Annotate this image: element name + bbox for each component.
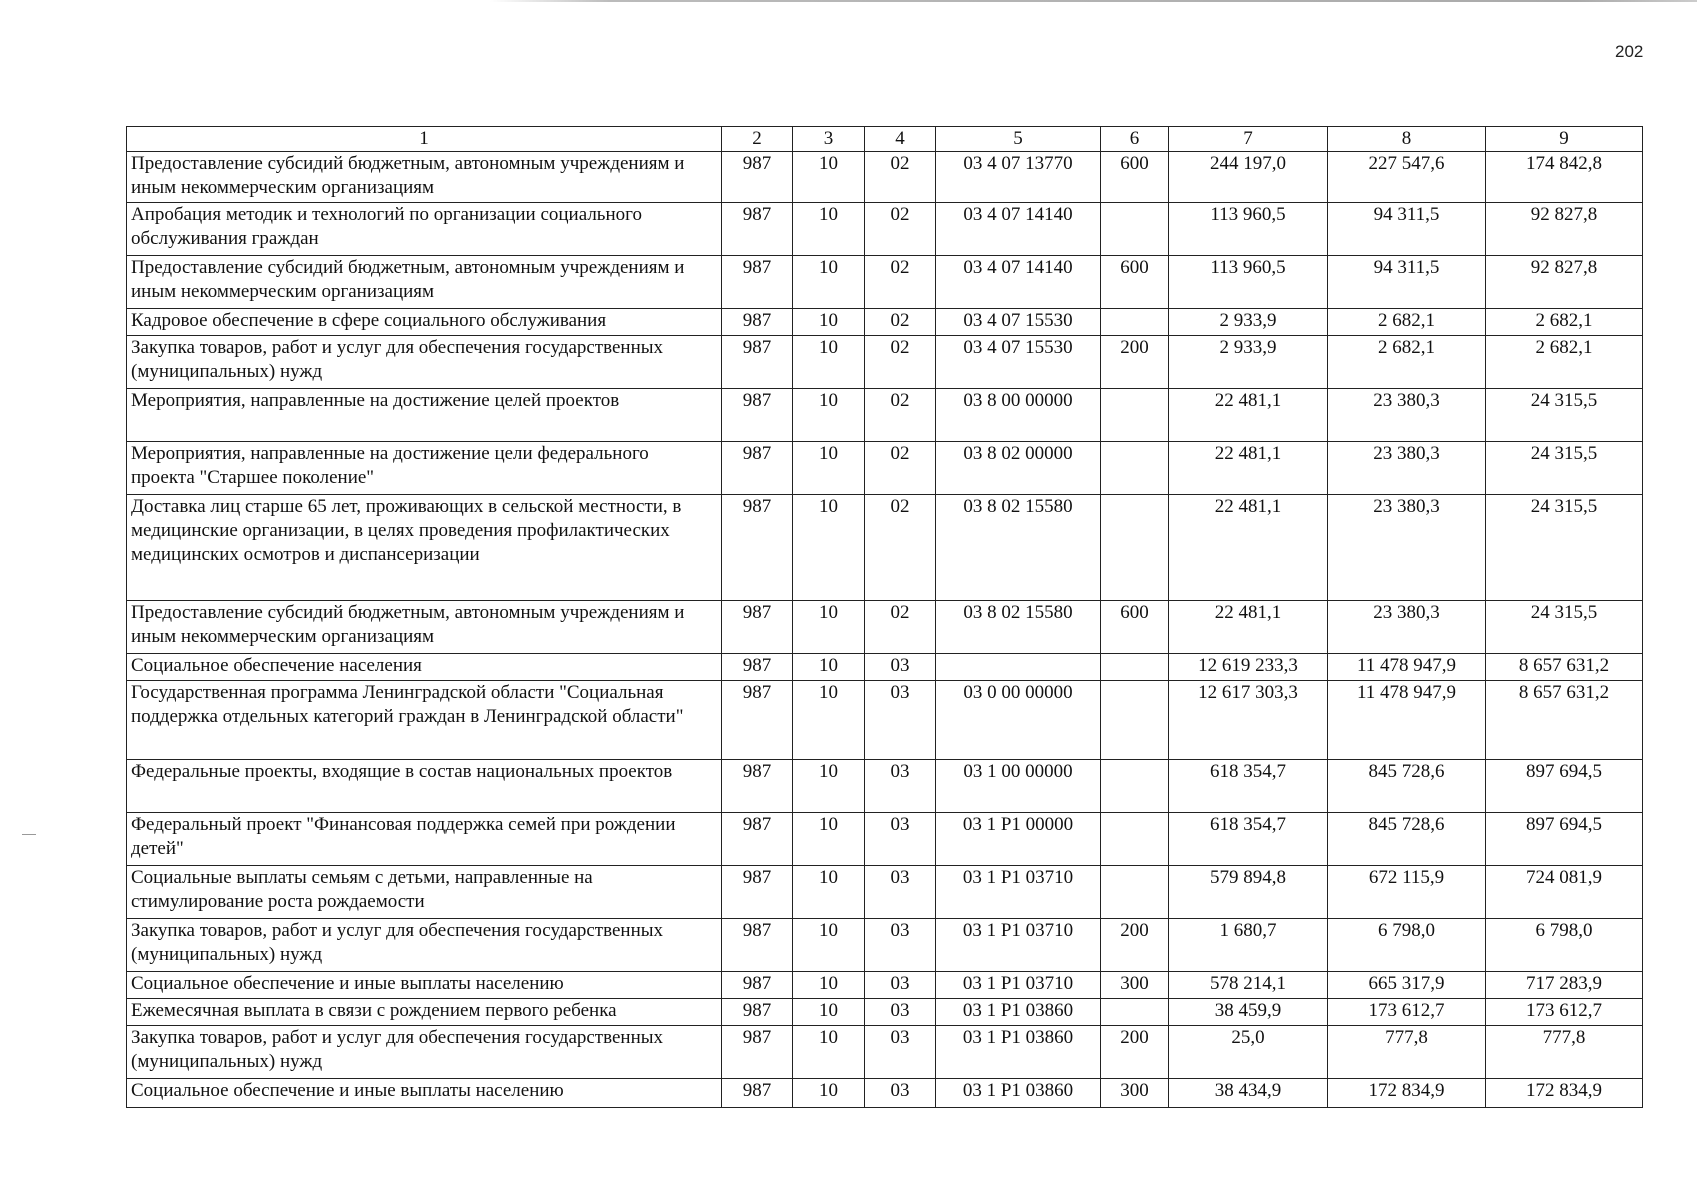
table-row <box>127 256 1643 309</box>
table-header-row <box>127 127 1643 152</box>
admin-code-cell: 987 <box>722 336 793 389</box>
target-article-cell: 03 1 00 00000 <box>936 760 1101 813</box>
admin-code-cell: 987 <box>722 495 793 601</box>
column-number-1: 1 <box>127 127 722 152</box>
row-name-cell: Кадровое обеспечение в сфере социального обслуживания <box>127 309 722 336</box>
amount-year-2-cell: 6 798,0 <box>1328 919 1486 972</box>
subsection-cell: 02 <box>865 203 936 256</box>
amount-year-2-cell: 672 115,9 <box>1328 866 1486 919</box>
amount-year-1-cell: 22 481,1 <box>1169 442 1328 495</box>
admin-code-cell: 987 <box>722 866 793 919</box>
table-row <box>127 152 1643 203</box>
target-article-cell: 03 8 00 00000 <box>936 389 1101 442</box>
table-row <box>127 654 1643 681</box>
section-cell: 10 <box>793 601 865 654</box>
amount-year-2-cell: 173 612,7 <box>1328 999 1486 1026</box>
amount-year-3-cell: 24 315,5 <box>1486 601 1643 654</box>
expense-type-cell: 600 <box>1101 601 1169 654</box>
table-row <box>127 999 1643 1026</box>
expense-type-cell: 300 <box>1101 972 1169 999</box>
admin-code-cell: 987 <box>722 1026 793 1079</box>
section-cell: 10 <box>793 813 865 866</box>
expense-type-cell <box>1101 495 1169 601</box>
expense-type-cell <box>1101 681 1169 760</box>
row-name-cell: Закупка товаров, работ и услуг для обеспечения государственных (муниципальных) нужд <box>127 919 722 972</box>
amount-year-1-cell: 1 680,7 <box>1169 919 1328 972</box>
amount-year-2-cell: 11 478 947,9 <box>1328 681 1486 760</box>
section-cell: 10 <box>793 442 865 495</box>
column-number-9: 9 <box>1486 127 1643 152</box>
amount-year-3-cell: 6 798,0 <box>1486 919 1643 972</box>
admin-code-cell: 987 <box>722 760 793 813</box>
table-row <box>127 760 1643 813</box>
section-cell: 10 <box>793 919 865 972</box>
target-article-cell: 03 8 02 00000 <box>936 442 1101 495</box>
subsection-cell: 03 <box>865 681 936 760</box>
subsection-cell: 03 <box>865 1079 936 1108</box>
amount-year-2-cell: 94 311,5 <box>1328 256 1486 309</box>
target-article-cell: 03 4 07 13770 <box>936 152 1101 203</box>
target-article-cell: 03 1 Р1 03860 <box>936 1026 1101 1079</box>
subsection-cell: 03 <box>865 760 936 813</box>
section-cell: 10 <box>793 681 865 760</box>
subsection-cell: 03 <box>865 999 936 1026</box>
target-article-cell: 03 1 Р1 03860 <box>936 1079 1101 1108</box>
amount-year-3-cell: 8 657 631,2 <box>1486 681 1643 760</box>
amount-year-3-cell: 92 827,8 <box>1486 256 1643 309</box>
row-name-cell: Закупка товаров, работ и услуг для обеспечения государственных (муниципальных) нужд <box>127 336 722 389</box>
table-row <box>127 203 1643 256</box>
section-cell: 10 <box>793 1026 865 1079</box>
section-cell: 10 <box>793 654 865 681</box>
row-name-cell: Предоставление субсидий бюджетным, автономным учреждениям и иным некоммерческим организациям <box>127 601 722 654</box>
budget-table <box>126 126 1643 1108</box>
column-number-4: 4 <box>865 127 936 152</box>
amount-year-3-cell: 174 842,8 <box>1486 152 1643 203</box>
target-article-cell: 03 1 Р1 03860 <box>936 999 1101 1026</box>
amount-year-3-cell: 724 081,9 <box>1486 866 1643 919</box>
row-name-cell: Федеральные проекты, входящие в состав национальных проектов <box>127 760 722 813</box>
target-article-cell: 03 1 Р1 03710 <box>936 866 1101 919</box>
target-article-cell: 03 1 Р1 03710 <box>936 972 1101 999</box>
amount-year-1-cell: 12 617 303,3 <box>1169 681 1328 760</box>
subsection-cell: 02 <box>865 601 936 654</box>
amount-year-2-cell: 2 682,1 <box>1328 309 1486 336</box>
section-cell: 10 <box>793 999 865 1026</box>
amount-year-2-cell: 94 311,5 <box>1328 203 1486 256</box>
expense-type-cell <box>1101 999 1169 1026</box>
expense-type-cell: 300 <box>1101 1079 1169 1108</box>
amount-year-3-cell: 2 682,1 <box>1486 309 1643 336</box>
column-number-3: 3 <box>793 127 865 152</box>
amount-year-2-cell: 172 834,9 <box>1328 1079 1486 1108</box>
amount-year-3-cell: 24 315,5 <box>1486 389 1643 442</box>
row-name-cell: Мероприятия, направленные на достижение цели федерального проекта "Старшее поколение" <box>127 442 722 495</box>
amount-year-1-cell: 2 933,9 <box>1169 336 1328 389</box>
amount-year-2-cell: 2 682,1 <box>1328 336 1486 389</box>
amount-year-1-cell: 579 894,8 <box>1169 866 1328 919</box>
amount-year-2-cell: 227 547,6 <box>1328 152 1486 203</box>
amount-year-1-cell: 113 960,5 <box>1169 203 1328 256</box>
subsection-cell: 02 <box>865 336 936 389</box>
section-cell: 10 <box>793 495 865 601</box>
target-article-cell: 03 4 07 15530 <box>936 336 1101 389</box>
table-row <box>127 681 1643 760</box>
amount-year-3-cell: 92 827,8 <box>1486 203 1643 256</box>
expense-type-cell <box>1101 309 1169 336</box>
amount-year-1-cell: 2 933,9 <box>1169 309 1328 336</box>
admin-code-cell: 987 <box>722 309 793 336</box>
row-name-cell: Социальное обеспечение и иные выплаты населению <box>127 972 722 999</box>
amount-year-3-cell: 777,8 <box>1486 1026 1643 1079</box>
expense-type-cell: 200 <box>1101 1026 1169 1079</box>
expense-type-cell <box>1101 654 1169 681</box>
subsection-cell: 02 <box>865 442 936 495</box>
amount-year-1-cell: 22 481,1 <box>1169 495 1328 601</box>
target-article-cell: 03 4 07 14140 <box>936 203 1101 256</box>
row-name-cell: Социальное обеспечение и иные выплаты населению <box>127 1079 722 1108</box>
admin-code-cell: 987 <box>722 601 793 654</box>
amount-year-1-cell: 25,0 <box>1169 1026 1328 1079</box>
amount-year-3-cell: 897 694,5 <box>1486 760 1643 813</box>
amount-year-2-cell: 23 380,3 <box>1328 389 1486 442</box>
admin-code-cell: 987 <box>722 442 793 495</box>
scan-margin-mark <box>22 834 36 835</box>
admin-code-cell: 987 <box>722 813 793 866</box>
section-cell: 10 <box>793 1079 865 1108</box>
scan-top-edge <box>490 0 1697 2</box>
section-cell: 10 <box>793 972 865 999</box>
row-name-cell: Мероприятия, направленные на достижение целей проектов <box>127 389 722 442</box>
subsection-cell: 03 <box>865 919 936 972</box>
amount-year-1-cell: 618 354,7 <box>1169 760 1328 813</box>
table-row <box>127 309 1643 336</box>
table-row <box>127 389 1643 442</box>
amount-year-1-cell: 618 354,7 <box>1169 813 1328 866</box>
column-number-8: 8 <box>1328 127 1486 152</box>
subsection-cell: 03 <box>865 972 936 999</box>
table-row <box>127 442 1643 495</box>
section-cell: 10 <box>793 336 865 389</box>
table-row <box>127 813 1643 866</box>
column-number-2: 2 <box>722 127 793 152</box>
column-number-5: 5 <box>936 127 1101 152</box>
admin-code-cell: 987 <box>722 654 793 681</box>
column-number-7: 7 <box>1169 127 1328 152</box>
expense-type-cell <box>1101 203 1169 256</box>
amount-year-3-cell: 8 657 631,2 <box>1486 654 1643 681</box>
target-article-cell <box>936 654 1101 681</box>
amount-year-3-cell: 897 694,5 <box>1486 813 1643 866</box>
row-name-cell: Государственная программа Ленинградской области "Социальная поддержка отдельных категорий граждан в Ленинградской области" <box>127 681 722 760</box>
target-article-cell: 03 4 07 14140 <box>936 256 1101 309</box>
section-cell: 10 <box>793 866 865 919</box>
amount-year-3-cell: 24 315,5 <box>1486 442 1643 495</box>
amount-year-1-cell: 38 434,9 <box>1169 1079 1328 1108</box>
subsection-cell: 02 <box>865 309 936 336</box>
section-cell: 10 <box>793 256 865 309</box>
table-row <box>127 919 1643 972</box>
table-body <box>127 127 1643 1108</box>
amount-year-2-cell: 11 478 947,9 <box>1328 654 1486 681</box>
column-number-6: 6 <box>1101 127 1169 152</box>
row-name-cell: Ежемесячная выплата в связи с рождением первого ребенка <box>127 999 722 1026</box>
page-number: 202 <box>1615 42 1644 61</box>
subsection-cell: 02 <box>865 256 936 309</box>
row-name-cell: Социальные выплаты семьям с детьми, направленные на стимулирование роста рождаемости <box>127 866 722 919</box>
table-row <box>127 495 1643 601</box>
admin-code-cell: 987 <box>722 1079 793 1108</box>
subsection-cell: 03 <box>865 813 936 866</box>
section-cell: 10 <box>793 309 865 336</box>
admin-code-cell: 987 <box>722 999 793 1026</box>
target-article-cell: 03 0 00 00000 <box>936 681 1101 760</box>
expense-type-cell <box>1101 760 1169 813</box>
amount-year-2-cell: 845 728,6 <box>1328 813 1486 866</box>
expense-type-cell: 200 <box>1101 919 1169 972</box>
table-row <box>127 1026 1643 1079</box>
subsection-cell: 03 <box>865 654 936 681</box>
row-name-cell: Предоставление субсидий бюджетным, автономным учреждениям и иным некоммерческим организациям <box>127 152 722 203</box>
row-name-cell: Закупка товаров, работ и услуг для обеспечения государственных (муниципальных) нужд <box>127 1026 722 1079</box>
amount-year-2-cell: 777,8 <box>1328 1026 1486 1079</box>
row-name-cell: Социальное обеспечение населения <box>127 654 722 681</box>
admin-code-cell: 987 <box>722 152 793 203</box>
target-article-cell: 03 1 Р1 00000 <box>936 813 1101 866</box>
subsection-cell: 02 <box>865 152 936 203</box>
target-article-cell: 03 8 02 15580 <box>936 495 1101 601</box>
amount-year-3-cell: 717 283,9 <box>1486 972 1643 999</box>
row-name-cell: Апробация методик и технологий по организации социального обслуживания граждан <box>127 203 722 256</box>
section-cell: 10 <box>793 203 865 256</box>
amount-year-1-cell: 22 481,1 <box>1169 601 1328 654</box>
target-article-cell: 03 4 07 15530 <box>936 309 1101 336</box>
subsection-cell: 03 <box>865 1026 936 1079</box>
amount-year-3-cell: 24 315,5 <box>1486 495 1643 601</box>
amount-year-1-cell: 113 960,5 <box>1169 256 1328 309</box>
amount-year-2-cell: 23 380,3 <box>1328 601 1486 654</box>
amount-year-1-cell: 38 459,9 <box>1169 999 1328 1026</box>
expense-type-cell <box>1101 813 1169 866</box>
amount-year-3-cell: 2 682,1 <box>1486 336 1643 389</box>
amount-year-2-cell: 665 317,9 <box>1328 972 1486 999</box>
target-article-cell: 03 8 02 15580 <box>936 601 1101 654</box>
admin-code-cell: 987 <box>722 919 793 972</box>
admin-code-cell: 987 <box>722 203 793 256</box>
target-article-cell: 03 1 Р1 03710 <box>936 919 1101 972</box>
row-name-cell: Предоставление субсидий бюджетным, автономным учреждениям и иным некоммерческим организациям <box>127 256 722 309</box>
subsection-cell: 02 <box>865 389 936 442</box>
amount-year-2-cell: 23 380,3 <box>1328 495 1486 601</box>
table-row <box>127 336 1643 389</box>
subsection-cell: 03 <box>865 866 936 919</box>
expense-type-cell <box>1101 866 1169 919</box>
expense-type-cell <box>1101 389 1169 442</box>
admin-code-cell: 987 <box>722 256 793 309</box>
expense-type-cell: 200 <box>1101 336 1169 389</box>
subsection-cell: 02 <box>865 495 936 601</box>
amount-year-2-cell: 23 380,3 <box>1328 442 1486 495</box>
table-row <box>127 972 1643 999</box>
amount-year-1-cell: 578 214,1 <box>1169 972 1328 999</box>
amount-year-1-cell: 244 197,0 <box>1169 152 1328 203</box>
row-name-cell: Федеральный проект "Финансовая поддержка семей при рождении детей" <box>127 813 722 866</box>
table-row <box>127 1079 1643 1108</box>
section-cell: 10 <box>793 760 865 813</box>
admin-code-cell: 987 <box>722 972 793 999</box>
amount-year-3-cell: 173 612,7 <box>1486 999 1643 1026</box>
section-cell: 10 <box>793 152 865 203</box>
amount-year-2-cell: 845 728,6 <box>1328 760 1486 813</box>
row-name-cell: Доставка лиц старше 65 лет, проживающих в сельской местности, в медицинские организации, в целях проведения профилактических медицинских осмотров и диспансеризации <box>127 495 722 601</box>
expense-type-cell: 600 <box>1101 152 1169 203</box>
amount-year-3-cell: 172 834,9 <box>1486 1079 1643 1108</box>
admin-code-cell: 987 <box>722 681 793 760</box>
expense-type-cell <box>1101 442 1169 495</box>
expense-type-cell: 600 <box>1101 256 1169 309</box>
table-row <box>127 866 1643 919</box>
amount-year-1-cell: 12 619 233,3 <box>1169 654 1328 681</box>
admin-code-cell: 987 <box>722 389 793 442</box>
amount-year-1-cell: 22 481,1 <box>1169 389 1328 442</box>
table-row <box>127 601 1643 654</box>
section-cell: 10 <box>793 389 865 442</box>
